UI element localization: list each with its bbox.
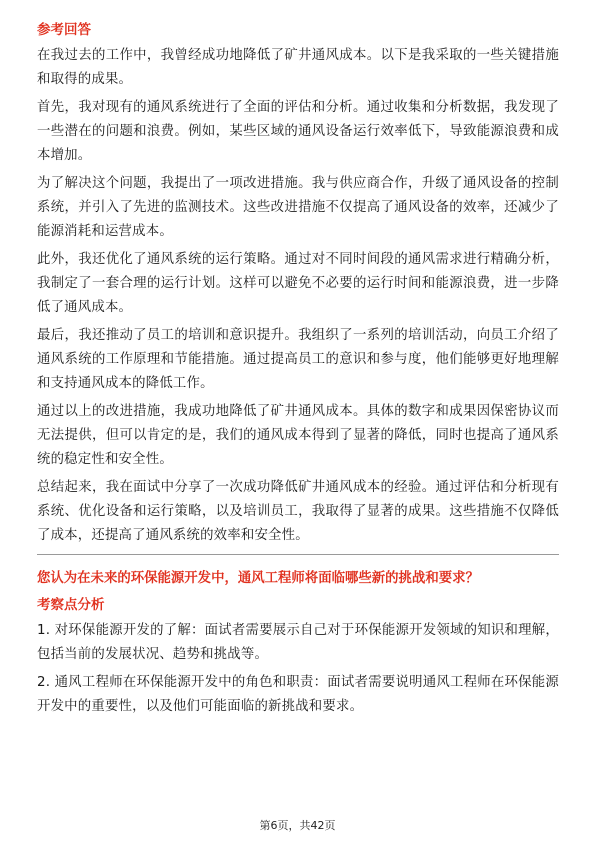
analysis-point: 2. 通风工程师在环保能源开发中的角色和职责：面试者需要说明通风工程师在环保能源开发中的重要性，以及他们可能面临的新挑战和要求。 xyxy=(37,675,559,714)
page-number: 第6页，共42页 xyxy=(259,819,336,832)
answer-paragraph: 首先，我对现有的通风系统进行了全面的评估和分析。通过收集和分析数据，我发现了一些潜在的问题和浪费。例如，某些区域的通风设备运行效率低下，导致能源浪费和成本增加。 xyxy=(37,100,559,163)
answer-paragraph: 通过以上的改进措施，我成功地降低了矿井通风成本。具体的数字和成果因保密协议而无法提供，但可以肯定的是，我们的通风成本得到了显著的降低，同时也提高了通风系统的稳定性和安全性。 xyxy=(37,404,559,467)
interview-question: 您认为在未来的环保能源开发中，通风工程师将面临哪些新的挑战和要求？ xyxy=(37,571,479,586)
answer-paragraph: 为了解决这个问题，我提出了一项改进措施。我与供应商合作，升级了通风设备的控制系统，并引入了先进的监测技术。这些改进措施不仅提高了通风设备的效率，还减少了能源消耗和运营成本。 xyxy=(37,176,559,239)
analysis-point: 1. 对环保能源开发的了解：面试者需要展示自己对于环保能源开发领域的知识和理解，包括当前的发展状况、趋势和挑战等。 xyxy=(37,623,559,662)
reference-answer-heading: 参考回答 xyxy=(37,22,91,38)
page-content xyxy=(37,20,559,723)
answer-paragraph: 在我过去的工作中，我曾经成功地降低了矿井通风成本。以下是我采取的一些关键措施和取得的成果。 xyxy=(37,48,559,87)
answer-paragraph: 最后，我还推动了员工的培训和意识提升。我组织了一系列的培训活动，向员工介绍了通风系统的工作原理和节能措施。通过提高员工的意识和参与度，他们能够更好地理解和支持通风成本的降低工作。 xyxy=(37,328,559,391)
analysis-heading: 考察点分析 xyxy=(37,597,105,613)
section-divider xyxy=(37,554,559,555)
answer-paragraph: 总结起来，我在面试中分享了一次成功降低矿井通风成本的经验。通过评估和分析现有系统、优化设备和运行策略，以及培训员工，我取得了显著的成果。这些措施不仅降低了成本，还提高了通风系统的效率和安全性。 xyxy=(37,480,559,543)
answer-paragraph: 此外，我还优化了通风系统的运行策略。通过对不同时间段的通风需求进行精确分析，我制定了一套合理的运行计划。这样可以避免不必要的运行时间和能源浪费，进一步降低了通风成本。 xyxy=(37,252,559,315)
